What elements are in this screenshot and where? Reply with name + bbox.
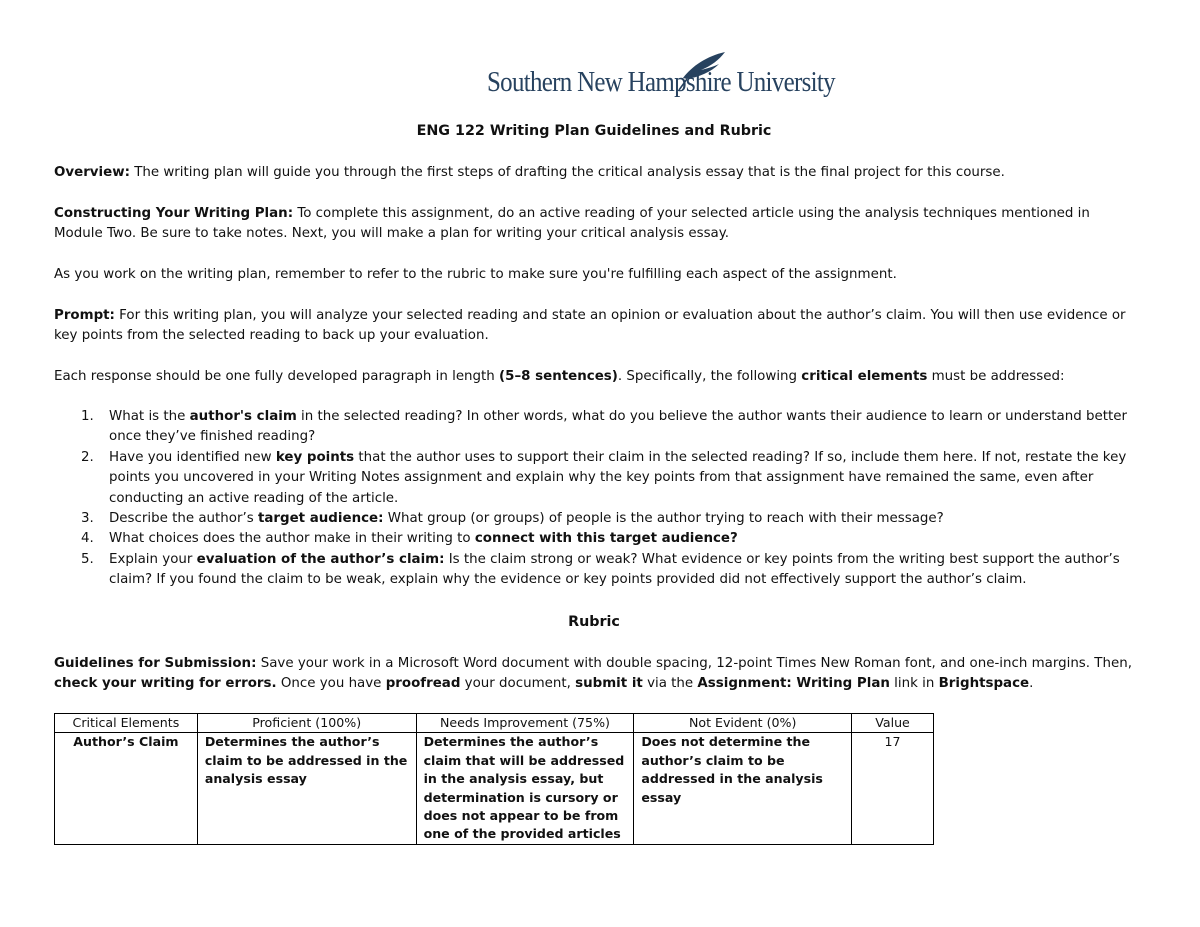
list-emphasis: author's claim [189,409,297,424]
university-logo [487,52,835,108]
as-you-work-paragraph: As you work on the writing plan, remember to refer to the rubric to make sure you're fulfilling each aspect of the assignment. [54,267,897,282]
guidelines-text: link in [889,676,939,692]
guidelines-text: your document, [460,676,576,692]
each-response-text-2: . Specifically, the following [617,369,802,384]
column-header: Critical Elements [55,714,198,733]
prompt-text: For this writing plan, you will analyze your selected reading and state an opinion or evaluation about the author’s claim. You will then use evidence or key points from the selected reading to back up your evaluation. [54,308,1126,344]
guidelines-text: . [1029,676,1034,692]
guidelines-emphasis: Assignment: Writing Plan [697,676,890,692]
constructing-label: Constructing Your Writing Plan: [54,206,294,221]
overview-label: Overview: [54,165,130,180]
each-response-text-1: Each response should be one fully developed paragraph in length [54,369,500,384]
guidelines-emphasis: submit it [575,676,643,692]
university-name: Southern New Hampshire University [487,66,835,98]
guidelines-text: Save your work in a Microsoft Word document with double spacing, 12-point Times New Roman font, and one-inch margins. Then, [256,656,1132,671]
needs-improvement-cell: Determines the author’s claim that will be addressed in the analysis essay, but determination is cursory or does not appear to be from one of the provided articles [416,733,634,844]
list-emphasis: connect with this target audience? [474,531,738,547]
rubric-table [54,713,934,845]
list-text: Is the claim strong or weak? What evidence or key points from the writing best support the author’s claim? If you found the claim to be weak, explain why the evidence or key points provided did not effectively support the author’s claim. [109,551,1120,588]
list-text: that the author uses to support their claim in the selected reading? If so, include them here. If not, restate the key points you uncovered in your Writing Notes assignment and explain why the key points from that assignment have remained the same, even after conducting an active reading of the article. [109,449,1127,506]
list-text: Have you identified new [109,449,276,465]
list-text: Describe the author’s [109,511,258,527]
sentence-count: (5–8 sentences) [499,369,618,384]
list-number: 3. [81,511,94,527]
critical-elements-list [54,407,1134,591]
list-number: 4. [81,531,94,547]
list-emphasis: evaluation of the author’s claim: [196,551,445,567]
list-text: What is the [109,409,190,424]
list-item [54,509,1134,529]
each-response-text-3: must be addressed: [927,369,1065,384]
critical-elements-term: critical elements [801,369,928,384]
list-item [54,529,1134,549]
column-header: Value [852,714,934,733]
guidelines-text: Once you have [276,676,386,692]
value-cell: 17 [852,733,934,844]
prompt-paragraph [54,306,1134,347]
proficient-cell: Determines the author’s claim to be addressed in the analysis essay [197,733,416,844]
column-header: Needs Improvement (75%) [416,714,634,733]
list-number: 5. [81,551,94,567]
list-text: What group (or groups) of people is the author trying to reach with their message? [383,511,944,527]
guidelines-emphasis: proofread [385,676,461,692]
list-emphasis: target audience: [257,511,384,527]
rubric-heading: Rubric [568,614,620,630]
table-row [55,733,934,844]
overview-text: The writing plan will guide you through the first steps of drafting the critical analysis essay that is the final project for this course. [129,165,1005,180]
prompt-label: Prompt: [54,308,115,323]
overview-paragraph [54,163,1134,183]
list-item [54,407,1134,448]
guidelines-emphasis: check your writing for errors. [54,676,277,692]
critical-element-cell: Author’s Claim [55,733,198,844]
constructing-text: To complete this assignment, do an active reading of your selected article using the analysis techniques mentioned in Module Two. Be sure to take notes. Next, you will make a plan for writing your critical analysis essay. [54,206,1090,242]
guidelines-text: via the [642,676,698,692]
column-header: Not Evident (0%) [634,714,852,733]
guidelines-emphasis: Brightspace [938,676,1030,692]
guidelines-label: Guidelines for Submission: [54,656,257,671]
list-emphasis: key points [275,449,355,465]
list-text: Explain your [109,551,197,567]
list-item [54,448,1134,509]
column-header: Proficient (100%) [197,714,416,733]
not-evident-cell: Does not determine the author’s claim to be addressed in the analysis essay [634,733,852,844]
page-title: ENG 122 Writing Plan Guidelines and Rubric [416,123,772,139]
constructing-paragraph [54,204,1134,245]
list-item [54,550,1134,591]
each-response-paragraph [54,367,1134,387]
table-header-row [55,714,934,733]
list-text: in the selected reading? In other words, what do you believe the author wants their audience to learn or understand better once they’ve finished reading? [109,409,1127,445]
list-number: 1. [81,409,94,424]
guidelines-paragraph [54,654,1134,695]
list-text: What choices does the author make in their writing to [109,531,475,547]
list-number: 2. [81,449,94,465]
